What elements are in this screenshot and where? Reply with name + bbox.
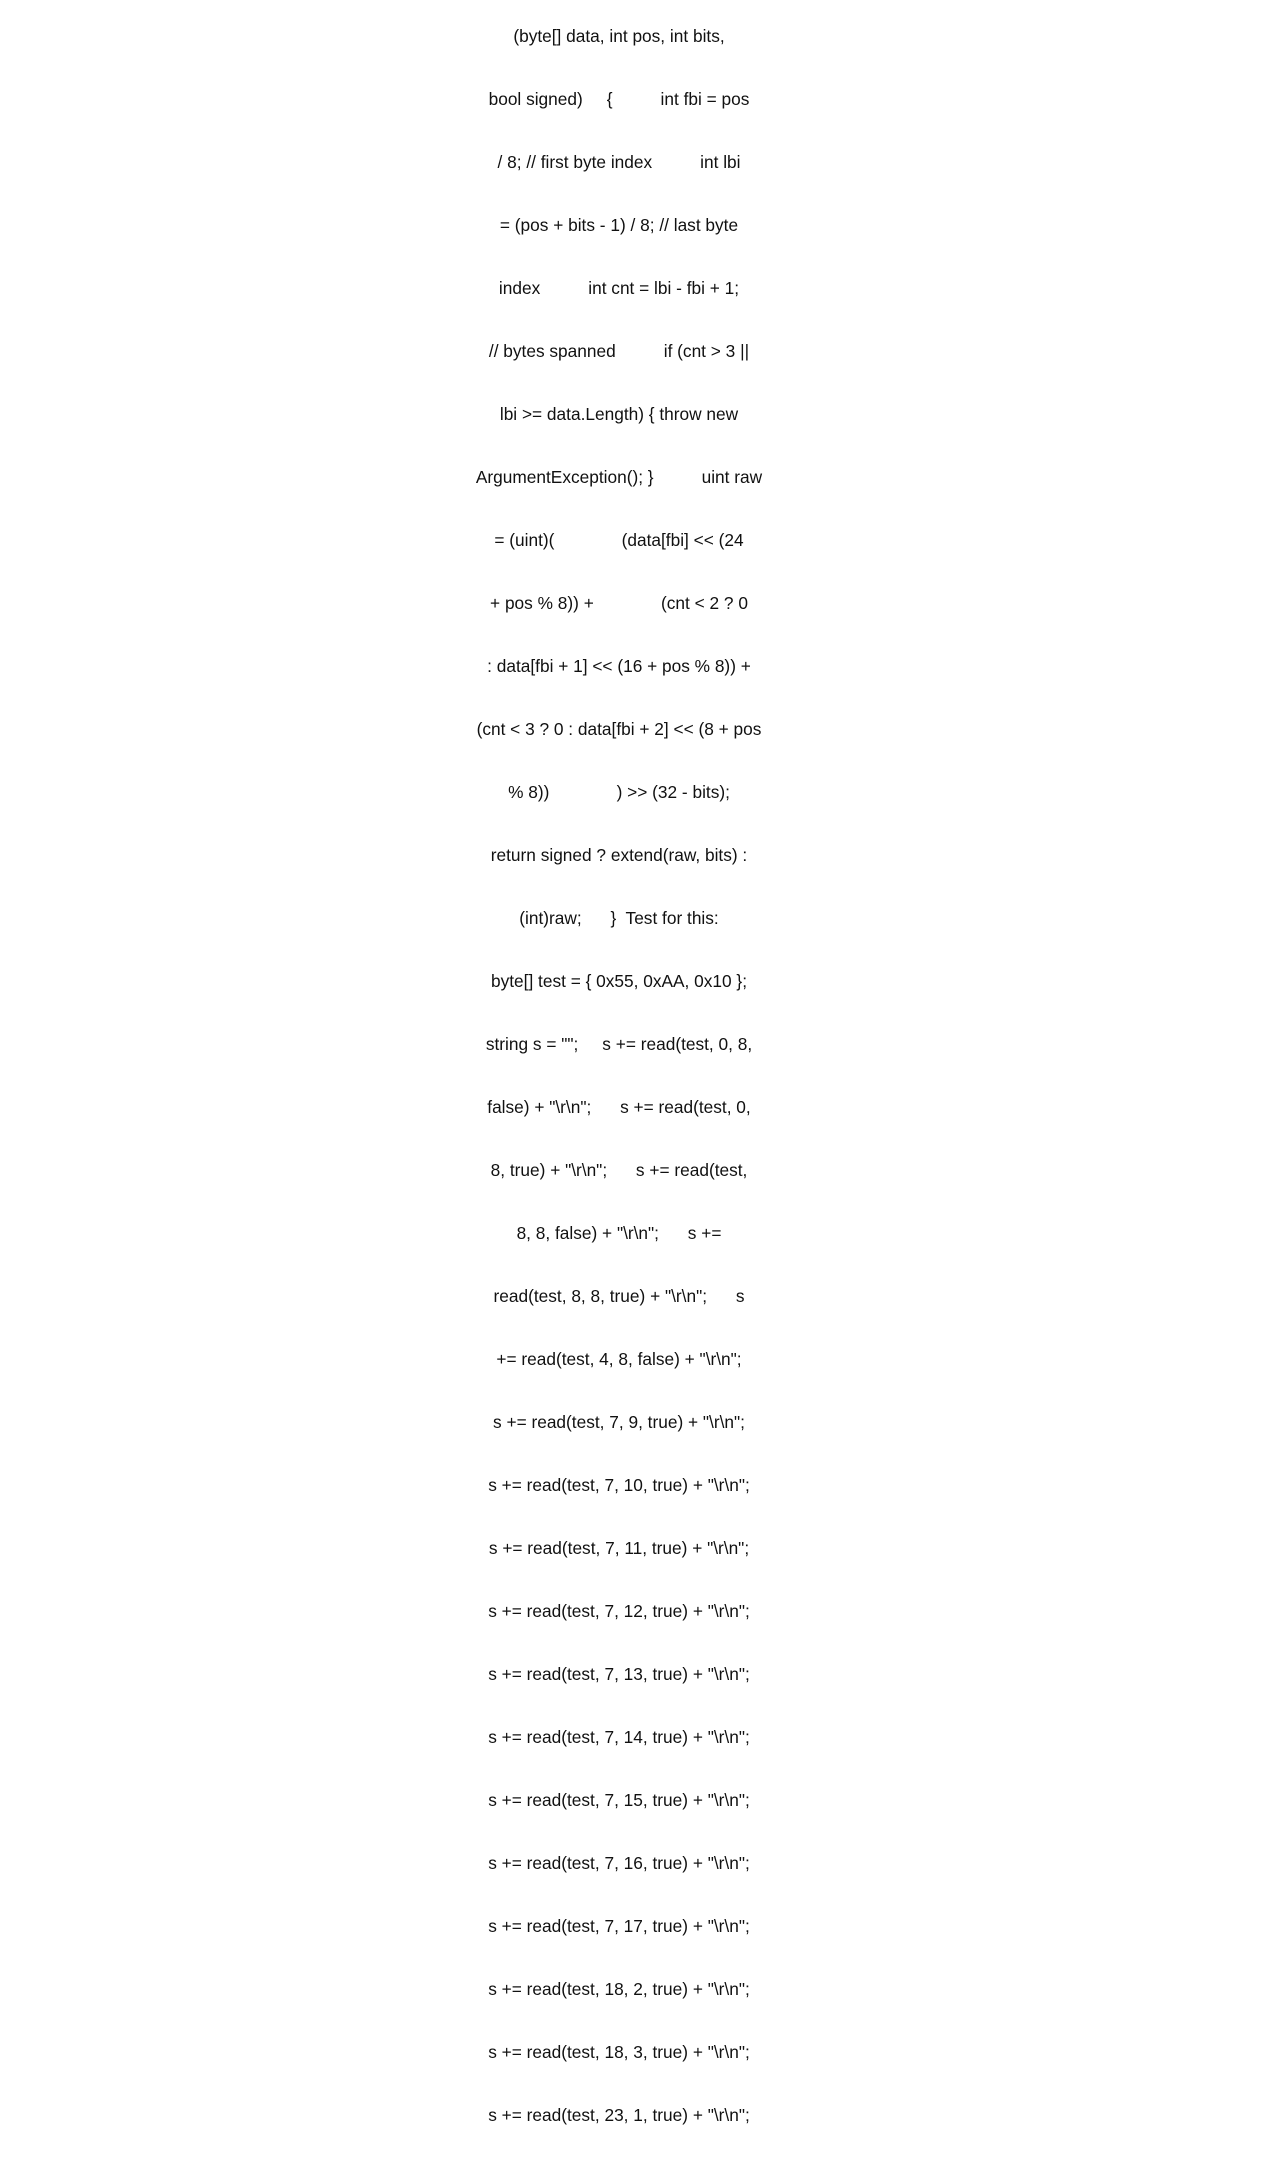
code-line: += read(test, 4, 8, false) + "\r\n"; (496, 1349, 742, 1369)
code-line: s += read(test, 7, 16, true) + "\r\n"; (488, 1853, 750, 1873)
code-line: string s = ""; s += read(test, 0, 8, (485, 1034, 753, 1054)
code-line: s += read(test, 7, 9, true) + "\r\n"; (493, 1412, 745, 1432)
code-line: (int)raw; } Test for this: (519, 908, 719, 928)
code-line: s += read(test, 18, 3, true) + "\r\n"; (488, 2042, 750, 2062)
code-line: / 8; // first byte index int lbi (497, 152, 741, 172)
code-line: s += read(test, 7, 13, true) + "\r\n"; (488, 1664, 750, 1684)
code-line: s += read(test, 7, 10, true) + "\r\n"; (488, 1475, 750, 1495)
code-text-column (465, 0, 773, 2168)
code-line: index int cnt = lbi - fbi + 1; (498, 278, 740, 298)
code-line: = (pos + bits - 1) / 8; // last byte (499, 215, 739, 235)
code-line: s += read(test, 7, 11, true) + "\r\n"; (488, 1538, 750, 1558)
code-line: : data[fbi + 1] << (16 + pos % 8)) + (487, 656, 751, 676)
code-line: s += read(test, 23, 1, true) + "\r\n"; (488, 2105, 750, 2125)
code-line: byte[] test = { 0x55, 0xAA, 0x10 }; (490, 971, 748, 991)
code-line: 8, 8, false) + "\r\n"; s += (516, 1223, 722, 1243)
code-line: (cnt < 3 ? 0 : data[fbi + 2] << (8 + pos (476, 719, 762, 739)
code-line: s += read(test, 7, 15, true) + "\r\n"; (488, 1790, 750, 1810)
code-line: ArgumentException(); } uint raw (475, 467, 763, 487)
code-line: lbi >= data.Length) { throw new (499, 404, 739, 424)
code-line: false) + "\r\n"; s += read(test, 0, (487, 1097, 751, 1117)
code-line: + pos % 8)) + (cnt < 2 ? 0 (490, 593, 748, 613)
code-line: return signed ? extend(raw, bits) : (490, 845, 748, 865)
code-line: s += read(test, 18, 2, true) + "\r\n"; (488, 1979, 750, 1999)
code-line: read(test, 8, 8, true) + "\r\n"; s (493, 1286, 745, 1306)
code-line: // bytes spanned if (cnt > 3 || (488, 341, 750, 361)
code-line: % 8)) ) >> (32 - bits); (508, 782, 730, 802)
code-line: s += read(test, 7, 12, true) + "\r\n"; (488, 1601, 750, 1621)
code-line: bool signed) { int fbi = pos (488, 89, 750, 109)
code-line: s += read(test, 7, 14, true) + "\r\n"; (488, 1727, 750, 1747)
code-line: (byte[] data, int pos, int bits, (513, 26, 725, 46)
code-line: s += read(test, 7, 17, true) + "\r\n"; (488, 1916, 750, 1936)
code-line: 8, true) + "\r\n"; s += read(test, (490, 1160, 748, 1180)
code-line: = (uint)( (data[fbi] << (24 (494, 530, 744, 550)
